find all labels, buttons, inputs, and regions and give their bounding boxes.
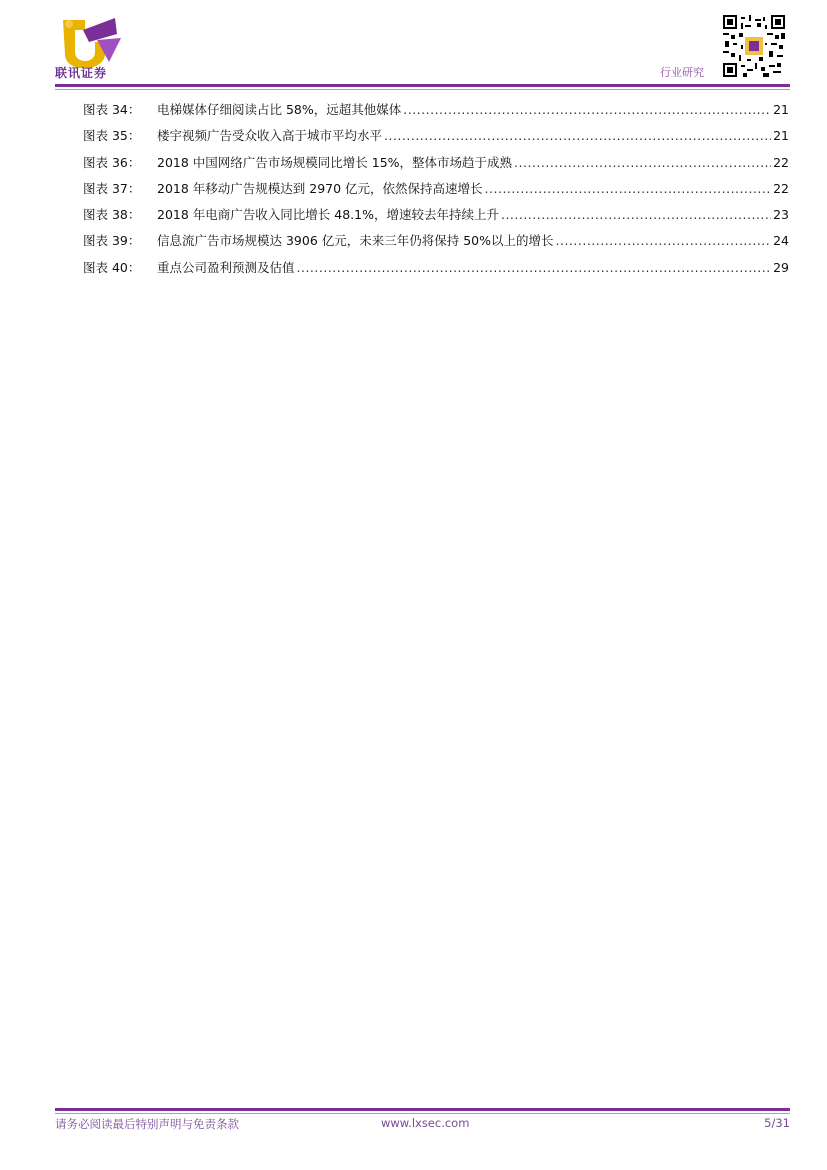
toc-entry-page: 21: [773, 102, 789, 117]
toc-leader-dots: [403, 98, 771, 122]
toc-entry-label: 图表 35：: [83, 128, 141, 144]
toc-entry-label: 图表 39：: [83, 233, 141, 249]
footer-website-link[interactable]: www.lxsec.com: [381, 1116, 470, 1130]
toc-entry[interactable]: [83, 98, 789, 124]
toc-entry-title: 2018 中国网络广告市场规模同比增长 15%，整体市场趋于成熟: [157, 154, 513, 170]
toc-entry[interactable]: [83, 256, 789, 282]
toc-entry[interactable]: [83, 203, 789, 229]
toc-entry-title: 电梯媒体仔细阅读占比 58%，远超其他媒体: [157, 102, 402, 117]
toc-entry-title: 2018 年电商广告收入同比增长 48.1%，增速较去年持续上升: [157, 207, 499, 223]
footer-divider: [55, 1108, 790, 1111]
footer-divider-thin: [55, 1113, 790, 1114]
toc-leader-dots: [485, 177, 772, 201]
toc-entry-title: 楼宇视频广告受众收入高于城市平均水平: [157, 128, 383, 144]
toc-entry[interactable]: [83, 124, 789, 150]
toc-entry-page: 29: [773, 259, 789, 275]
toc-leader-dots: [297, 256, 772, 280]
toc-entry-page: 23: [773, 207, 789, 223]
toc-leader-dots: [556, 229, 772, 253]
toc-entry-page: 22: [773, 154, 789, 170]
toc-entry-title: 2018 年移动广告规模达到 2970 亿元，依然保持高速增长: [157, 180, 483, 196]
toc-entry[interactable]: [83, 229, 789, 255]
footer-page-number: 5/31: [764, 1116, 790, 1130]
qr-code-icon: [723, 15, 785, 77]
figure-index-list: [83, 98, 789, 282]
footer-disclaimer: 请务必阅读最后特别声明与免责条款: [55, 1117, 239, 1131]
toc-entry-label: 图表 34：: [83, 102, 141, 117]
toc-entry[interactable]: [83, 177, 789, 203]
toc-leader-dots: [384, 124, 771, 148]
toc-entry[interactable]: [83, 151, 789, 177]
toc-entry-label: 图表 37：: [83, 180, 141, 196]
toc-leader-dots: [501, 203, 771, 227]
header-divider: [55, 84, 790, 87]
toc-entry-page: 22: [773, 180, 789, 196]
toc-leader-dots: [514, 151, 771, 175]
toc-entry-label: 图表 36：: [83, 154, 141, 170]
toc-entry-page: 24: [773, 233, 789, 249]
header-divider-thin: [55, 89, 790, 90]
toc-entry-label: 图表 38：: [83, 207, 141, 223]
toc-entry-title: 重点公司盈利预测及估值: [157, 259, 295, 275]
toc-entry-page: 21: [773, 128, 789, 144]
toc-entry-label: 图表 40：: [83, 259, 141, 275]
section-label: 行业研究: [660, 66, 704, 79]
toc-entry-title: 信息流广告市场规模达 3906 亿元，未来三年仍将保持 50%以上的增长: [157, 233, 554, 249]
logo-text: 联讯证券: [55, 66, 108, 80]
